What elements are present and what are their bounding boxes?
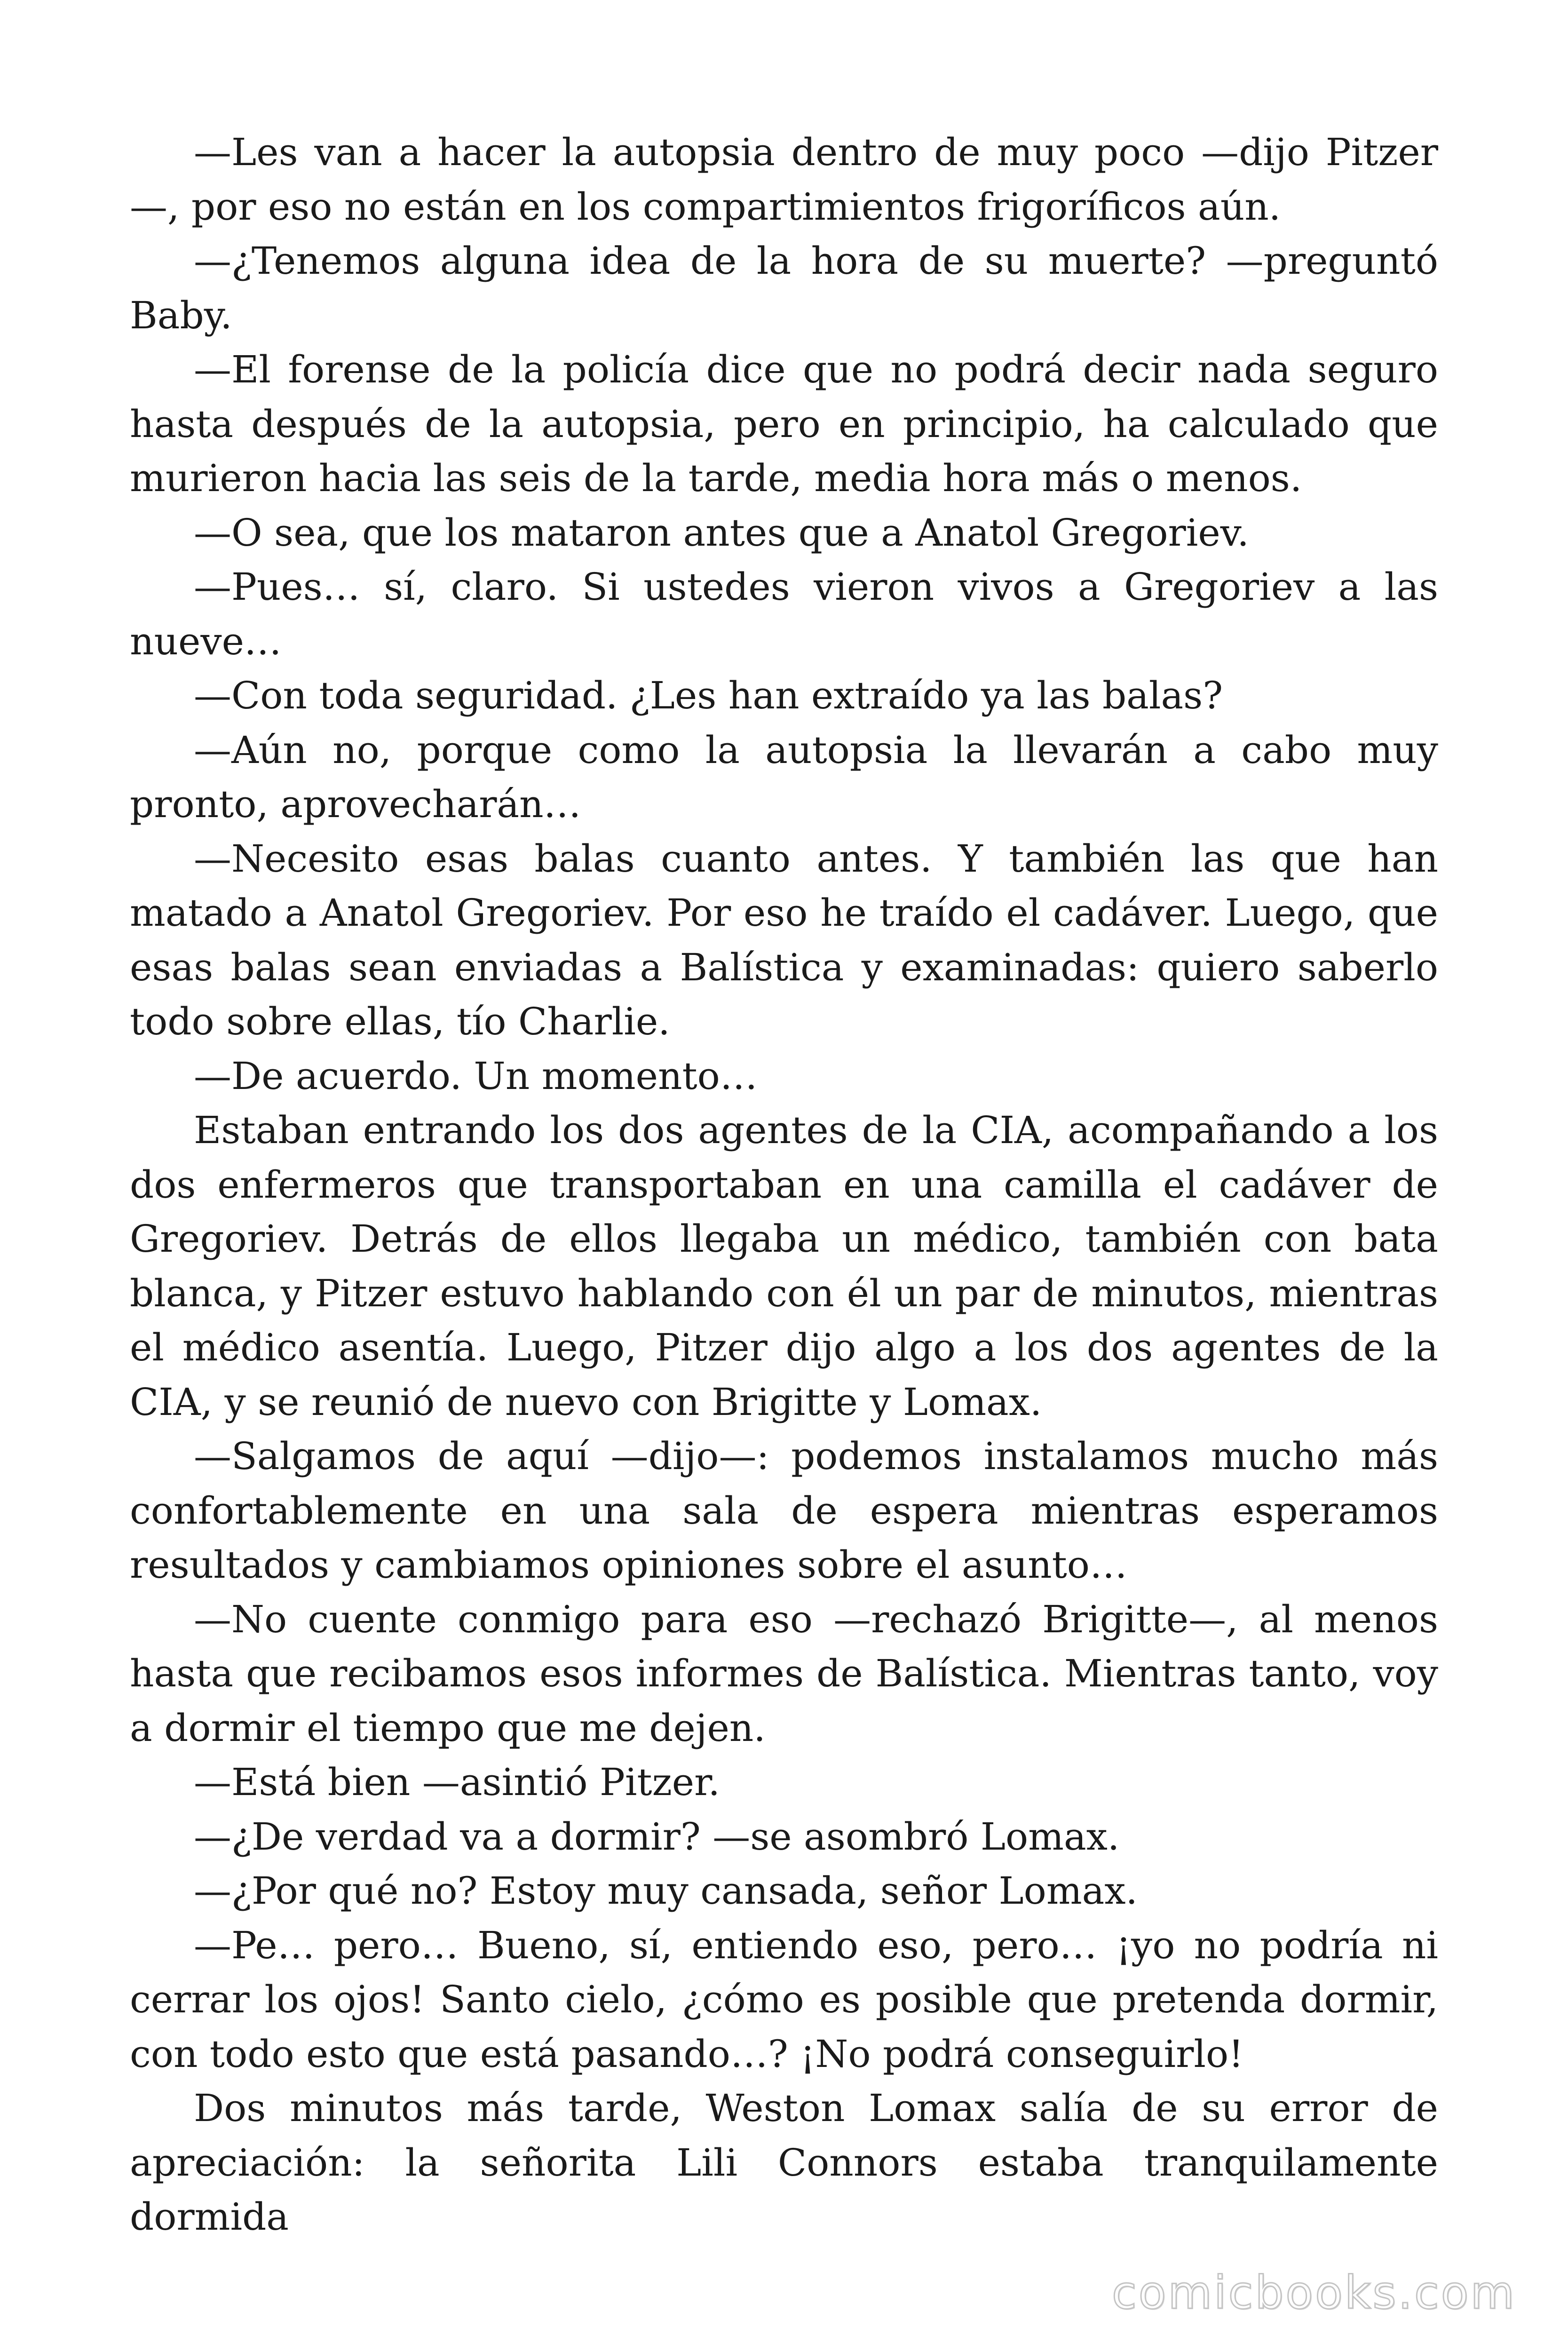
paragraph: —Está bien —asintió Pitzer. <box>194 1760 720 1804</box>
paragraph: —¿Tenemos alguna idea de la hora de su muerte? —preguntó Baby. <box>130 239 1438 337</box>
paragraph: —Les van a hacer la autopsia dentro de muy poco —dijo Pitzer—, por eso no están en los compartimientos frigoríficos aún. <box>130 130 1438 229</box>
paragraph: —Pe… pero… Bueno, sí, entiendo eso, pero… ¡yo no podría ni cerrar los ojos! Santo cielo, ¿cómo es posible que pretenda dormir, con todo esto que está pasando…? ¡No podrá conseguirlo! <box>130 1923 1438 2076</box>
paragraph: —De acuerdo. Un momento… <box>194 1054 758 1098</box>
paragraph: —Pues… sí, claro. Si ustedes vieron vivos a Gregoriev a las nueve… <box>130 565 1438 663</box>
paragraph: —El forense de la policía dice que no podrá decir nada seguro hasta después de la autopsia, pero en principio, ha calculado que murieron hacia las seis de la tarde, media hora más o menos. <box>130 348 1438 500</box>
paragraph: Estaban entrando los dos agentes de la CIA, acompañando a los dos enfermeros que transportaban en una camilla el cadáver de Gregoriev. Detrás de ellos llegaba un médico, también con bata blanca, y Pitzer estuvo hablando con él un par de minutos, mientras el médico asentía. Luego, Pitzer dijo algo a los dos agentes de la CIA, y se reunió de nuevo con Brigitte y Lomax. <box>130 1108 1438 1424</box>
paragraph: —Salgamos de aquí —dijo—: podemos instalamos mucho más confortablemente en una sala de espera mientras esperamos resultados y cambiamos opiniones sobre el asunto… <box>130 1434 1438 1587</box>
watermark: comicbooks.com <box>1111 2266 1516 2319</box>
paragraph: Dos minutos más tarde, Weston Lomax salía de su error de apreciación: la señorita Lili Connors estaba tranquilamente dormida <box>130 2086 1438 2239</box>
paragraph: —O sea, que los mataron antes que a Anatol Gregoriev. <box>194 510 1249 555</box>
paragraph: —Aún no, porque como la autopsia la llevarán a cabo muy pronto, aprovecharán… <box>130 728 1438 826</box>
paragraph: —Necesito esas balas cuanto antes. Y también las que han matado a Anatol Gregoriev. Por eso he traído el cadáver. Luego, que esas balas sean enviadas a Balística y examinadas: quiero saberlo todo sobre ellas, tío Charlie. <box>130 836 1438 1043</box>
page-text-body <box>130 125 1438 2244</box>
paragraph: —Con toda seguridad. ¿Les han extraído ya las balas? <box>194 674 1223 717</box>
paragraph: —¿De verdad va a dormir? —se asombró Lomax. <box>194 1814 1120 1859</box>
paragraph: —No cuente conmigo para eso —rechazó Brigitte—, al menos hasta que recibamos esos informes de Balística. Mientras tanto, voy a dormir el tiempo que me dejen. <box>130 1597 1438 1750</box>
paragraph: —¿Por qué no? Estoy muy cansada, señor Lomax. <box>194 1869 1138 1913</box>
